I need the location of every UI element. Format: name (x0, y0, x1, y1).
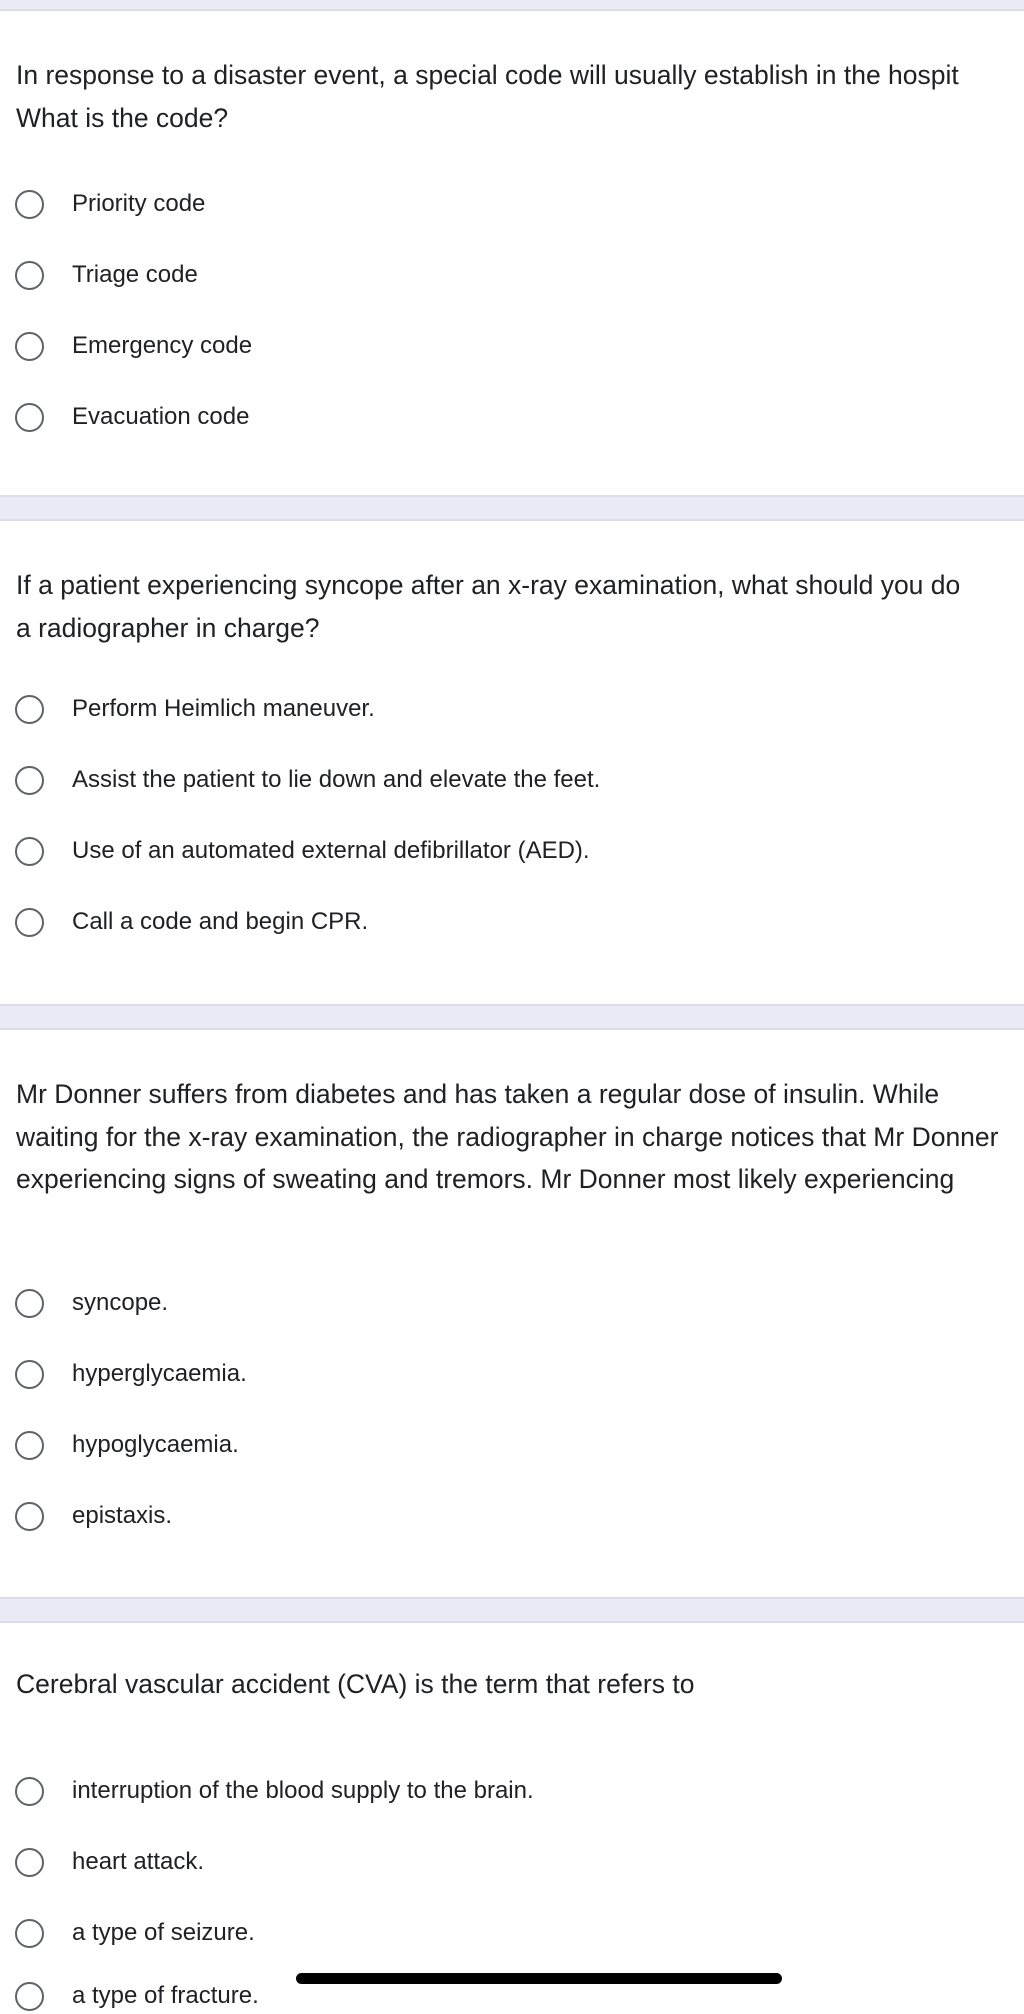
radio-option[interactable] (15, 1498, 172, 1534)
option-label: a type of fracture. (72, 1982, 259, 2009)
radio-unchecked-icon[interactable] (15, 1919, 44, 1948)
radio-option[interactable] (15, 833, 590, 869)
radio-unchecked-icon[interactable] (15, 1360, 44, 1389)
section-separator (0, 1597, 1024, 1623)
radio-unchecked-icon[interactable] (15, 1502, 44, 1531)
radio-unchecked-icon[interactable] (15, 1982, 44, 2011)
radio-unchecked-icon[interactable] (15, 1848, 44, 1877)
radio-option[interactable] (15, 1844, 204, 1880)
question-card-3 (0, 1030, 1024, 1597)
question-text: Cerebral vascular accident (CVA) is the term that refers to (16, 1669, 695, 1699)
radio-option[interactable] (15, 328, 252, 364)
section-separator (0, 0, 1024, 11)
radio-option[interactable] (15, 904, 368, 940)
section-separator (0, 1004, 1024, 1030)
option-label: Perform Heimlich maneuver. (72, 695, 375, 722)
option-label: heart attack. (72, 1848, 205, 1875)
radio-option[interactable] (15, 1427, 239, 1463)
option-label: Use of an automated external defibrillator (AED). (72, 837, 590, 864)
question-line: a radiographer in charge? (16, 612, 320, 643)
radio-unchecked-icon[interactable] (15, 766, 44, 795)
option-label: a type of seizure. (72, 1919, 255, 1946)
option-label: syncope. (72, 1289, 169, 1316)
radio-unchecked-icon[interactable] (15, 261, 44, 290)
question-card-2 (0, 521, 1024, 1004)
question-text: Mr Donner suffers from diabetes and has taken a regular dose of insulin. While waiting for the x-ray examination, the radiographer in charge notices that Mr Donner experiencing signs of sweating and tremors. Mr Donner most likely experiencing (16, 1079, 999, 1194)
radio-option[interactable] (15, 186, 205, 222)
radio-option[interactable] (15, 1978, 259, 2014)
radio-unchecked-icon[interactable] (15, 837, 44, 866)
radio-option[interactable] (15, 762, 600, 798)
question-card-1 (0, 11, 1024, 495)
option-label: hypoglycaemia. (72, 1431, 239, 1458)
option-label: Triage code (72, 261, 198, 288)
radio-option[interactable] (15, 399, 249, 435)
radio-unchecked-icon[interactable] (15, 403, 44, 432)
question-text (16, 54, 1024, 139)
option-label: Assist the patient to lie down and elevate the feet. (72, 766, 601, 793)
option-label: Evacuation code (72, 403, 250, 430)
option-label: epistaxis. (72, 1502, 173, 1529)
option-label: hyperglycaemia. (72, 1360, 247, 1387)
question-line: What is the code? (16, 102, 229, 133)
option-label: interruption of the blood supply to the brain. (72, 1777, 534, 1804)
question-text (16, 564, 1024, 649)
radio-unchecked-icon[interactable] (15, 908, 44, 937)
section-separator (0, 495, 1024, 521)
question-line: If a patient experiencing syncope after an x-ray examination, what should you do (16, 570, 961, 600)
radio-option[interactable] (15, 691, 375, 727)
question-card-4 (0, 1623, 1024, 2009)
question-line: In response to a disaster event, a special code will usually establish in the hospit (16, 60, 959, 90)
radio-unchecked-icon[interactable] (15, 190, 44, 219)
radio-option[interactable] (15, 1915, 255, 1951)
radio-unchecked-icon[interactable] (15, 1431, 44, 1460)
radio-option[interactable] (15, 257, 198, 293)
radio-unchecked-icon[interactable] (15, 1289, 44, 1318)
radio-option[interactable] (15, 1773, 534, 1809)
radio-unchecked-icon[interactable] (15, 1777, 44, 1806)
option-label: Call a code and begin CPR. (72, 908, 369, 935)
home-indicator[interactable] (296, 1973, 782, 1984)
radio-unchecked-icon[interactable] (15, 695, 44, 724)
radio-option[interactable] (15, 1356, 247, 1392)
radio-unchecked-icon[interactable] (15, 332, 44, 361)
option-label: Emergency code (72, 332, 253, 359)
option-label: Priority code (72, 190, 206, 217)
radio-option[interactable] (15, 1285, 168, 1321)
